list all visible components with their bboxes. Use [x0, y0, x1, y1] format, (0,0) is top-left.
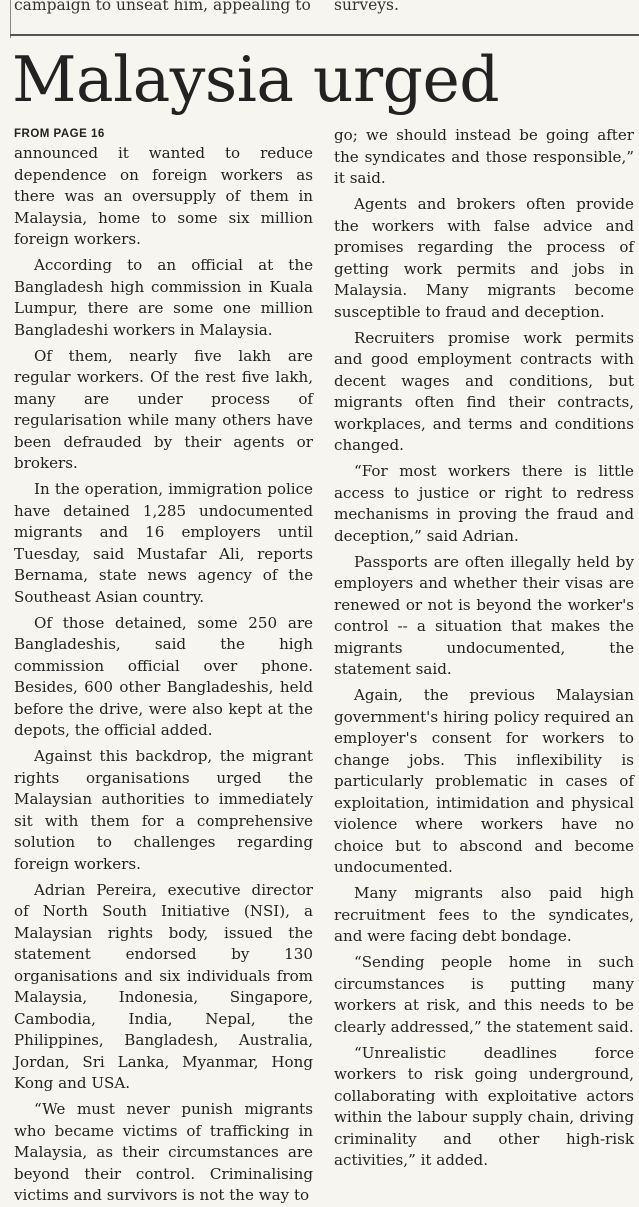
article-column-right — [334, 125, 634, 1169]
article-paragraph: In the operation, immigration police have detained 1,285 undocumented migrants and 16 employers until Tuesday, said Mustafar Ali, reports Bernama, state news agency of the Southeast Asian country. — [14, 480, 313, 606]
article-paragraph: announced it wanted to reduce dependence on foreign workers as there was an oversupply of them in Malaysia, home to some six million foreign workers. — [14, 144, 313, 248]
article-paragraph: Agents and brokers often provide the workers with false advice and promises regarding the process of getting work permits and jobs in Malaysia. Many migrants become susceptible to fraud and deception. — [334, 195, 634, 321]
article-paragraph: Of them, nearly five lakh are regular workers. Of the rest five lakh, many are under process of regularisation while many others have been defrauded by their agents or brokers. — [14, 346, 313, 472]
article-headline: Malaysia urged — [12, 43, 500, 116]
article-column-left — [14, 126, 313, 1204]
article-paragraph: go; we should instead be going after the syndicates and those responsible,” it said. — [334, 126, 634, 187]
article-paragraph: “Unrealistic deadlines force workers to risk going underground, collaborating with exploitative actors within the labour supply chain, driving criminality and other high-risk activities,” it added. — [334, 1043, 634, 1169]
article-paragraph: Recruiters promise work permits and good employment contracts with decent wages and conditions, but migrants often find their contracts, workplaces, and terms and conditions changed. — [334, 328, 634, 454]
article-paragraph: Passports are often illegally held by employers and whether their visas are renewed or not is beyond the worker's control -- a situation that makes the migrants undocumented, the statement said. — [334, 552, 634, 678]
previous-article-fragment — [0, 0, 639, 16]
section-rule — [10, 34, 639, 36]
article-paragraph: According to an official at the Bangladesh high commission in Kuala Lumpur, there are some one million Bangladeshi workers in Malaysia. — [14, 256, 313, 339]
article-paragraph: Adrian Pereira, executive director of North South Initiative (NSI), a Malaysian rights body, issued the statement endorsed by 130 organisations and six individuals from Malaysia, Indonesia, Singapore, Cambodia, India, Nepal, the Philippines, Bangladesh, Australia, Jordan, Sri Lanka, Myanmar, Hong Kong and USA. — [14, 880, 313, 1092]
jump-label: FROM PAGE 16 — [14, 128, 105, 140]
article-paragraph: “We must never punish migrants who became victims of trafficking in Malaysia, as their circumstances are beyond their control. Criminalising victims and survivors is not the way to — [14, 1100, 313, 1204]
article-paragraph: Against this backdrop, the migrant rights organisations urged the Malaysian authorities to immediately sit with them for a comprehensive solution to challenges regarding foreign workers. — [14, 747, 313, 873]
column-divider — [10, 0, 11, 38]
previous-article-left-line: campaign to unseat him, appealing to — [14, 0, 311, 14]
previous-article-right-line: surveys. — [334, 0, 399, 14]
article-paragraph: “For most workers there is little access to justice or right to redress mechanisms in proving the fraud and deception,” said Adrian. — [334, 462, 634, 545]
article-paragraph: Of those detained, some 250 are Bangladeshis, said the high commission official over phone. Besides, 600 other Bangladeshis, held before the drive, were also kept at the depots, the official added. — [14, 613, 313, 739]
article-paragraph: “Sending people home in such circumstances is putting many workers at risk, and this needs to be clearly addressed,” the statement said. — [334, 953, 634, 1036]
article-paragraph: Again, the previous Malaysian government's hiring policy required an employer's consent for workers to change jobs. This inflexibility is particularly problematic in cases of exploitation, intimidation and physical violence where workers have no choice but to abscond and become undocumented. — [334, 686, 634, 876]
article-paragraph: Many migrants also paid high recruitment fees to the syndicates, and were facing debt bondage. — [334, 884, 634, 945]
